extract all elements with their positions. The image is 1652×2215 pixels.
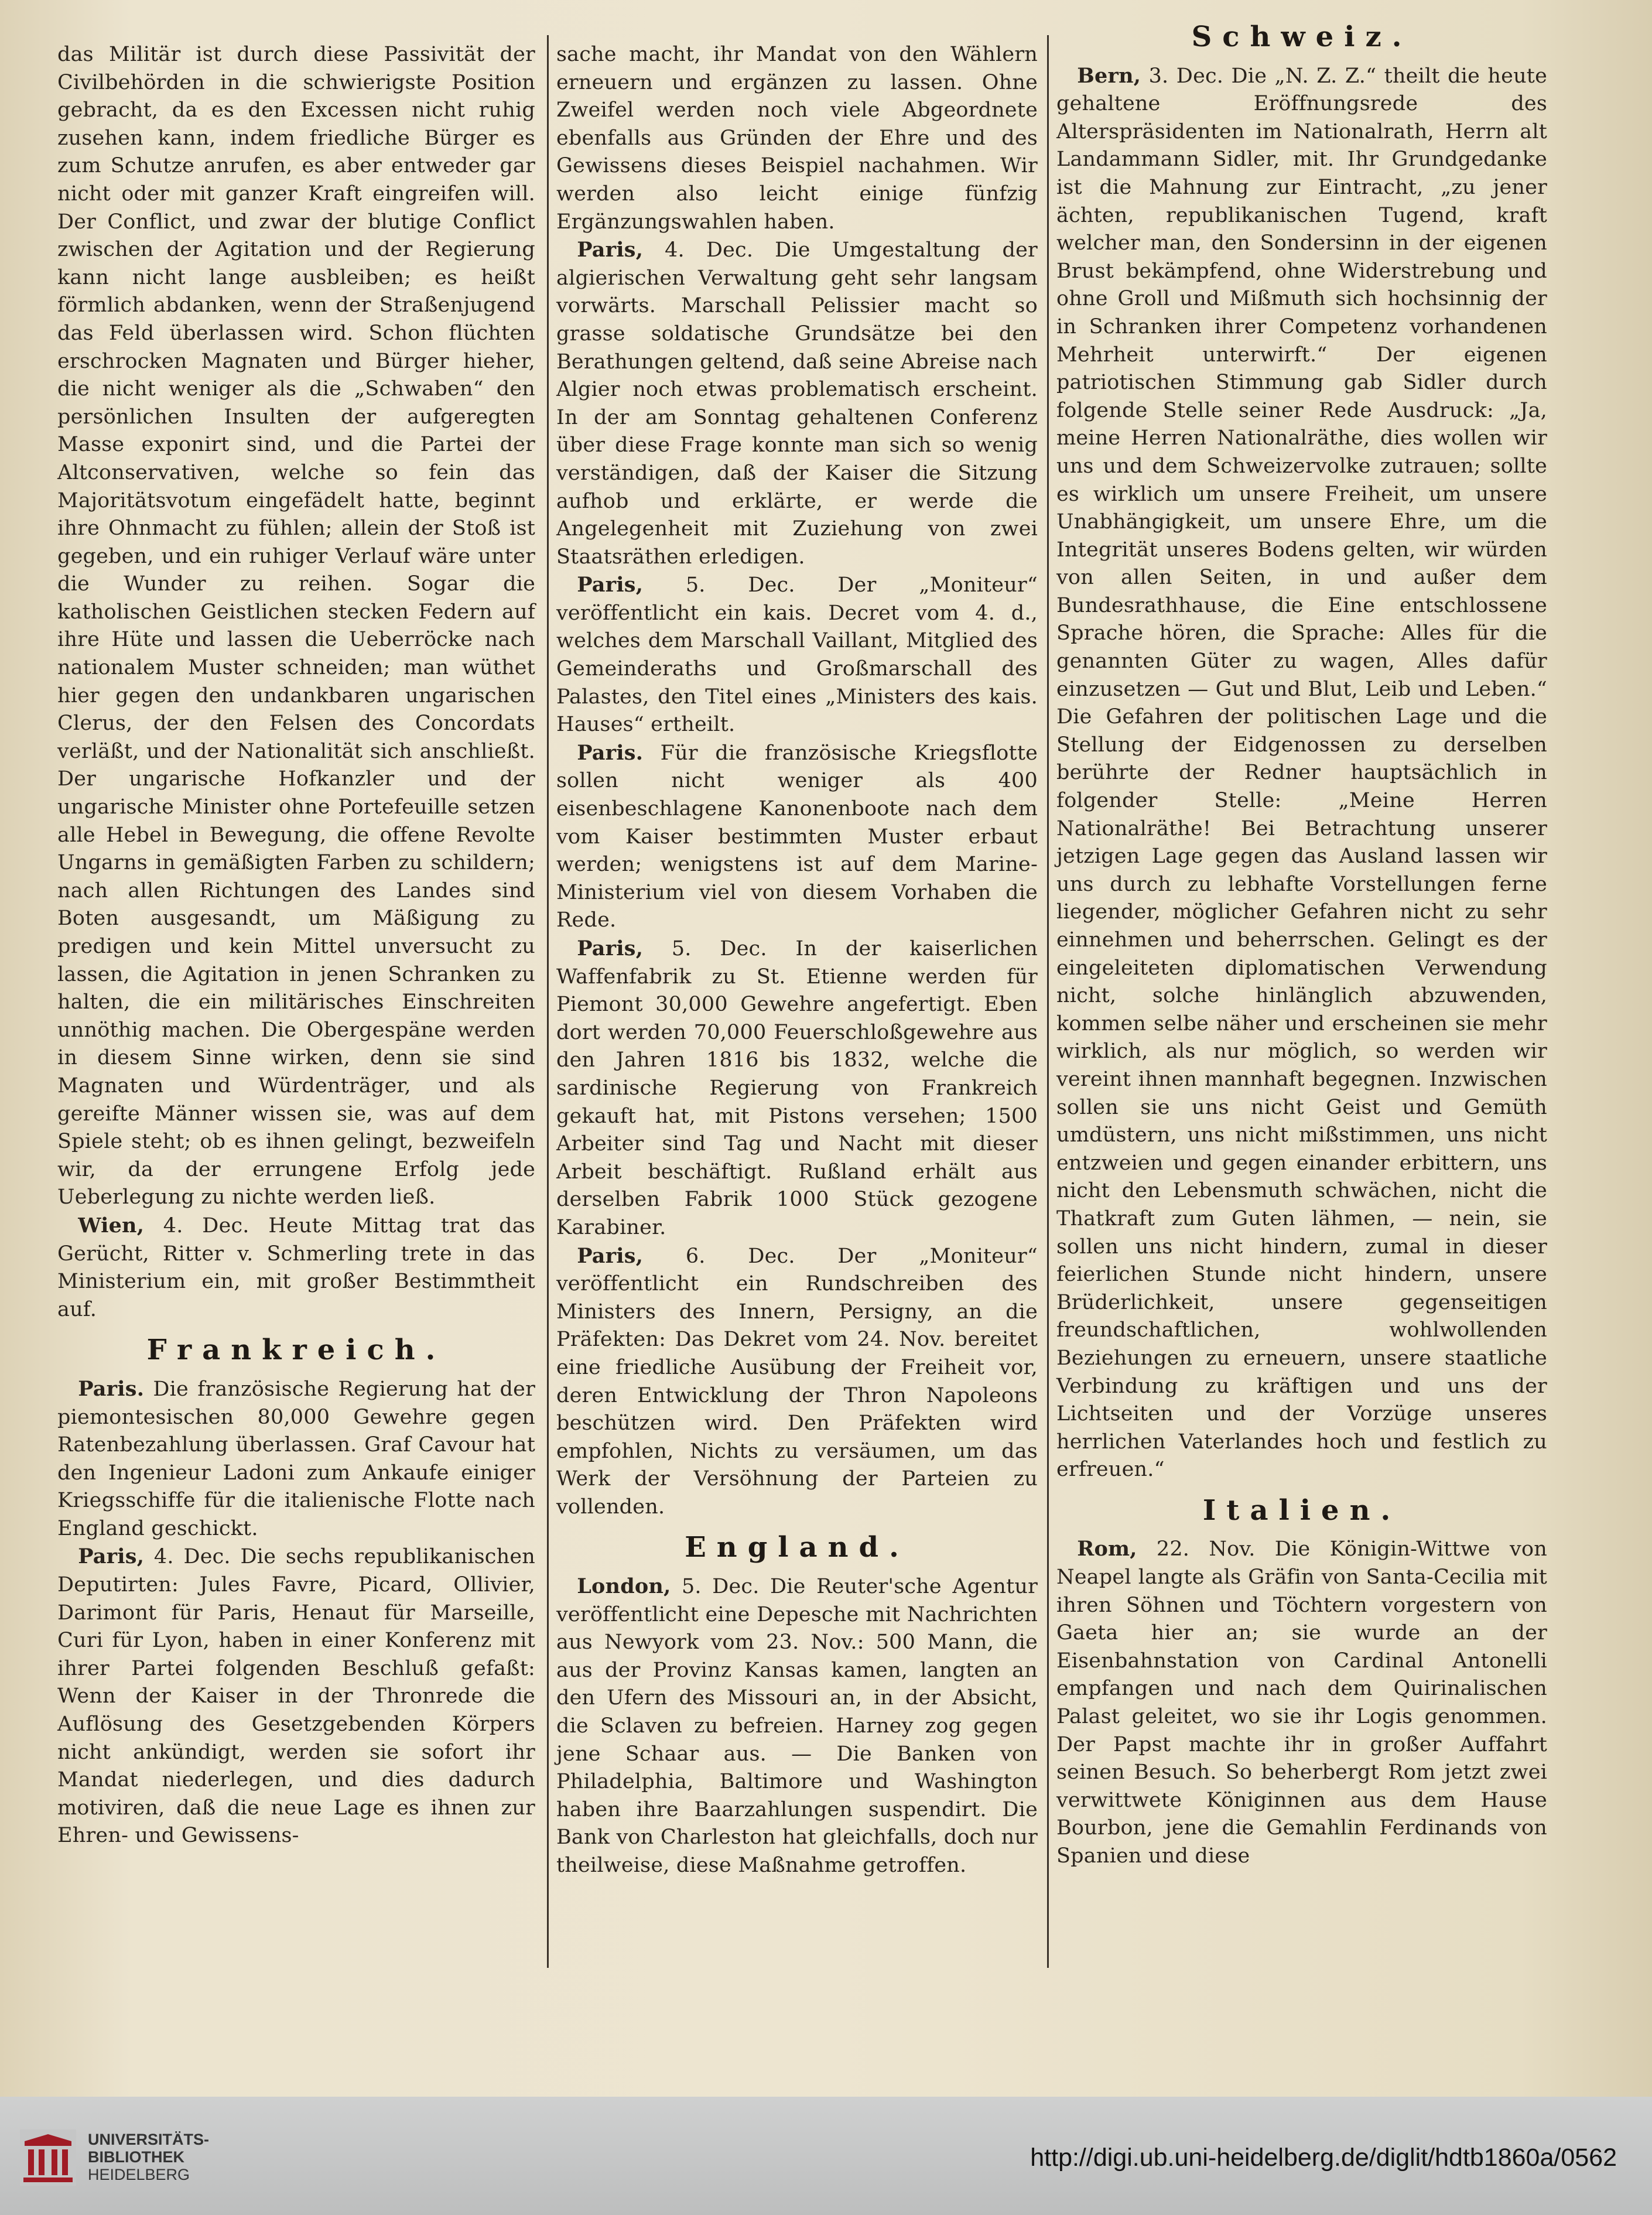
- article-text: Die französische Regierung hat der piemontesischen 80,000 Gewehre gegen Ratenbezahlung überlassen. Graf Cavour hat den Ingenieur Ladoni zum Ankaufe einiger Kriegsschiffe für die italienische Flotte nach England geschickt.: [57, 1377, 535, 1540]
- section-heading-england: England.: [685, 1531, 909, 1564]
- column-rule-right: [1047, 35, 1049, 1968]
- dateline: Paris,: [577, 238, 644, 262]
- article-text: 3. Dec. Die „N. Z. Z.“ theilt die heute gehaltene Eröffnungsrede des Alterspräsidenten im Nationalrath, Herrn alt Landammann Sidler, mit. Ihr Grundgedanke ist die Mahnung zur Eintracht, „zu jener ächten, republikanischen Tugend, kraft welcher man, den Sondersinn in der eigenen Brust bekämpfend, ohne Widerstrebung und ohne Groll und Mißmuth sich hochsinnig der in Schranken ihrer Competenz vorhandenen Mehrheit unterwirft.“ Der eigenen patriotischen Stimmung gab Sidler durch folgende Stelle seiner Rede Ausdruck: „Ja, meine Herren Nationalräthe, dies wollen wir uns und dem Schweizervolke zutrauen; sollte es wirklich um unsere Freiheit, um unsere Unabhängigkeit, um unsere Ehre, um die Integrität unseres Bodens gelten, wir würden von allen Seiten, in und außer dem Bundesrathhause, die Eine entschlossene Sprache hören, die Sprache: Alles für die genannten Güter zu wagen, Alles dafür einzusetzen — Gut und Blut, Leib und Leben.“ Die Gefahren der politischen Lage und die Stellung der Eidgenossen zu derselben berührte der Redner hauptsächlich in folgender Stelle: „Meine Herren Nationalräthe! Bei Betrachtung unserer jetzigen Lage gegen das Ausland lassen wir uns durch zu lebhafte Vorstellungen ferne liegender, möglicher Gefahren nicht zu sehr einnehmen und beherrschen. Gelingt es der eingeleiteten diplomatischen Verwendung nicht, solche hinlänglich abzuwenden, kommen selbe näher und erscheinen sie mehr wirklich, als nur möglich, so werden wir vereint ihnen mannhaft begegnen. Inzwischen sollen sie uns nicht Geist und Gemüth umdüstern, uns nicht mißstimmen, uns nicht entzweien und gegen einander erbittern, uns nicht den Lebensmuth schwächen, nicht die Thatkraft zum Guten lähmen, — nein, sie sollen uns nicht hindern, zumal in dieser feierlichen Stunde nicht hindern, unsere Brüderlichkeit, unsere gegenseitigen freundschaftlichen, wohlwollenden Beziehungen zu erneuern, unsere staatliche Verbindung zu kräftigen und uns der Lichtseiten und der Vorzüge unseres herrlichen Vaterlandes hoch und festlich zu erfreuen.“: [1056, 64, 1547, 1482]
- article-paragraph: [57, 1375, 535, 1543]
- article-paragraph: [57, 1543, 535, 1850]
- article-text: sache macht, ihr Mandat von den Wählern erneuern und ergänzen zu lassen. Ohne Zweifel werden noch viele Abgeordnete ebenfalls aus Gründen der Ehre und des Gewissens dieses Beispiel nachahmen. Wir werden also leicht einige fünfzig Ergänzungswahlen haben.: [556, 43, 1038, 234]
- dateline: Paris,: [577, 1243, 644, 1268]
- article-paragraph: [556, 1242, 1038, 1522]
- article-paragraph: [57, 1212, 535, 1324]
- dateline: Paris,: [78, 1544, 145, 1569]
- dateline: Paris,: [577, 573, 644, 597]
- article-paragraph: [556, 571, 1038, 739]
- article-text: 4. Dec. Die sechs republikanischen Deputirten: Jules Favre, Picard, Ollivier, Darimont für Paris, Henaut für Marseille, Curi für Lyon, haben in einer Konferenz mit ihrer Partei folgenden Beschluß gefaßt: Wenn der Kaiser in der Thronrede die Auflösung des Gesetzgebenden Körpers nicht ankündigt, werden sie sofort ihr Mandat niederlegen, und dies dadurch motiviren, daß die neue Lage es ihnen zur Ehren- und Gewissens-: [57, 1545, 535, 1848]
- article-paragraph: [1056, 62, 1547, 1484]
- article-text: 5. Dec. Die Reuter'sche Agentur veröffentlicht eine Depesche mit Nachrichten aus Newyork vom 23. Nov.: 500 Mann, die aus der Provinz Kansas kamen, langten an den Ufern des Missouri an, in der Absicht, die Sclaven zu befreien. Harney zog gegen jene Schaar aus. — Die Banken von Philadelphia, Baltimore und Washington haben ihre Baarzahlungen suspendirt. Die Bank von Charleston hat gleichfalls, doch nur theilweise, diese Maßnahme getroffen.: [556, 1575, 1038, 1877]
- library-name: UNIVERSITÄTS- BIBLIOTHEK HEIDELBERG: [88, 2131, 210, 2183]
- dateline: London,: [577, 1574, 671, 1599]
- column-1: [57, 41, 535, 1850]
- dateline: Paris,: [577, 936, 644, 960]
- dateline: Rom,: [1077, 1537, 1137, 1561]
- dateline: Wien,: [78, 1213, 145, 1238]
- article-text: 22. Nov. Die Königin-Wittwe von Neapel langte als Gräfin von Santa-Cecilia mit ihren Söhnen und Töchtern vorgestern von Gaeta hier an; sie wurde an der Eisenbahnstation von Cardinal Antonelli empfangen und nach dem Quirinalischen Palast geleitet, wo sie ihr Logis genommen. Der Papst machte ihr in großer Auffahrt seinen Besuch. So beherbergt Rom jetzt zwei verwittwete Königinnen aus dem Hause Bourbon, jene die Gemahlin Ferdinands von Spanien und diese: [1056, 1537, 1547, 1868]
- article-text: 5. Dec. In der kaiserlichen Waffenfabrik zu St. Etienne werden für Piemont 30,000 Gewehre angefertigt. Eben dort werden 70,000 Feuerschloßgewehre aus den Jahren 1816 bis 1832, welche die sardinische Regierung von Frankreich gekauft hat, mit Pistons versehen; 1500 Arbeiter sind Tag und Nacht mit dieser Arbeit beschäftigt. Rußland erhält aus derselben Fabrik 1000 Stück gezogene Karabiner.: [556, 937, 1038, 1239]
- source-url-link[interactable]: http://digi.ub.uni-heidelberg.de/diglit/hdtb1860a/0562: [1030, 2144, 1617, 2172]
- dateline: Paris.: [577, 740, 644, 765]
- column-2: [556, 41, 1038, 1880]
- section-heading-schweiz: Schweiz.: [1191, 20, 1412, 53]
- article-paragraph: [1056, 1535, 1547, 1870]
- article-paragraph: [556, 739, 1038, 935]
- article-paragraph: [556, 1573, 1038, 1880]
- column-3: [1056, 20, 1547, 1871]
- viewer-footer: [0, 2097, 1652, 2215]
- dateline: Paris.: [78, 1376, 145, 1401]
- article-text: Für die französische Kriegsflotte sollen nicht weniger als 400 eisenbeschlagene Kanonenboote nach dem vom Kaiser bestimmten Muster erbaut werden; wenigstens ist auf dem Marine-Ministerium viel von diesem Vorhaben die Rede.: [556, 741, 1038, 932]
- article-text: das Militär ist durch diese Passivität der Civilbehörden in die schwierigste Position gebracht, da es den Excessen nicht ruhig zusehen kann, indem friedliche Bürger es zum Schutze anrufen, es aber entweder gar nicht oder mit ganzer Kraft eingreifen will. Der Conflict, und zwar der blutige Conflict zwischen der Agitation und der Regierung kann nicht lange ausbleiben; es heißt förmlich abdanken, wenn der Straßenjugend das Feld überlassen wird. Schon flüchten erschrocken Magnaten und Bürger hieher, die nicht weniger als die „Schwaben“ den persönlichen Insulten der aufgeregten Masse exponirt sind, und die Partei der Altconservativen, welche so fein das Majoritätsvotum eingefädelt hatte, beginnt ihre Ohnmacht zu fühlen; allein der Stoß ist gegeben, und ein ruhiger Verlauf wäre unter die Wunder zu reihen. Sogar die katholischen Geistlichen stecken Federn auf ihre Hüte und lassen die Ueberröcke nach nationalem Muster schneiden; man wüthet hier gegen den undankbaren ungarischen Clerus, der den Felsen des Concordats verläßt, und der Nationalität sich anschließt. Der ungarische Hofkanzler und der ungarische Minister ohne Portefeuille setzen alle Hebel in Bewegung, die offene Revolte Ungarns in gemäßigten Farben zu schildern; nach allen Richtungen des Landes sind Boten ausgesandt, um Mäßigung zu predigen und kein Mittel unversucht zu lassen, die Agitation in jenen Schranken zu halten, die ein militärisches Einschreiten unnöthig machen. Die Obergespäne werden in diesem Sinne wirken, denn sie sind Magnaten und Würdenträger, und als gereifte Männer wissen sie, was auf dem Spiele steht; ob es ihnen gelingt, bezweifeln wir, da der errungene Erfolg jede Ueberlegung zu nichte werden ließ.: [57, 43, 535, 1209]
- section-heading-italien: Italien.: [1202, 1493, 1401, 1527]
- article-text: 4. Dec. Die Umgestaltung der algierischen Verwaltung geht sehr langsam vorwärts. Marschall Pelissier macht so grasse soldatische Grundsätze bei den Berathungen geltend, daß seine Abreise nach Algier noch etwas problematisch erscheint. In der am Sonntag gehaltenen Conferenz über diese Frage konnte man sich so wenig verständigen, daß der Kaiser die Sitzung aufhob und erklärte, er werde die Angelegenheit mit Zuziehung von zwei Staatsräthen erledigen.: [556, 238, 1038, 569]
- article-paragraph: [556, 935, 1038, 1242]
- article-text: 4. Dec. Heute Mittag trat das Gerücht, Ritter v. Schmerling trete in das Ministerium ein, mit großer Bestimmtheit auf.: [57, 1214, 535, 1321]
- article-text: 5. Dec. Der „Moniteur“ veröffentlicht ein kais. Decret vom 4. d., welches dem Marschall Vaillant, Mitglied des Gemeinderaths und Großmarschall des Palastes, den Titel eines „Ministers des kais. Hauses“ ertheilt.: [556, 573, 1038, 737]
- article-text: 6. Dec. Der „Moniteur“ veröffentlicht ein Rundschreiben des Ministers des Innern, Persigny, an die Präfekten: Das Dekret vom 24. Nov. bereitet eine friedliche Ausübung der Freiheit vor, deren Entwicklung der Thron Napoleons beschützen wird. Den Präfekten wird empfohlen, Nichts zu versäumen, um das Werk der Versöhnung der Parteien zu vollenden.: [556, 1244, 1038, 1519]
- section-heading-frankreich: Frankreich.: [146, 1334, 446, 1367]
- dateline: Bern,: [1077, 63, 1141, 88]
- column-rule-left: [547, 35, 549, 1968]
- university-library-logo-icon: [20, 2129, 76, 2186]
- article-paragraph: [556, 236, 1038, 571]
